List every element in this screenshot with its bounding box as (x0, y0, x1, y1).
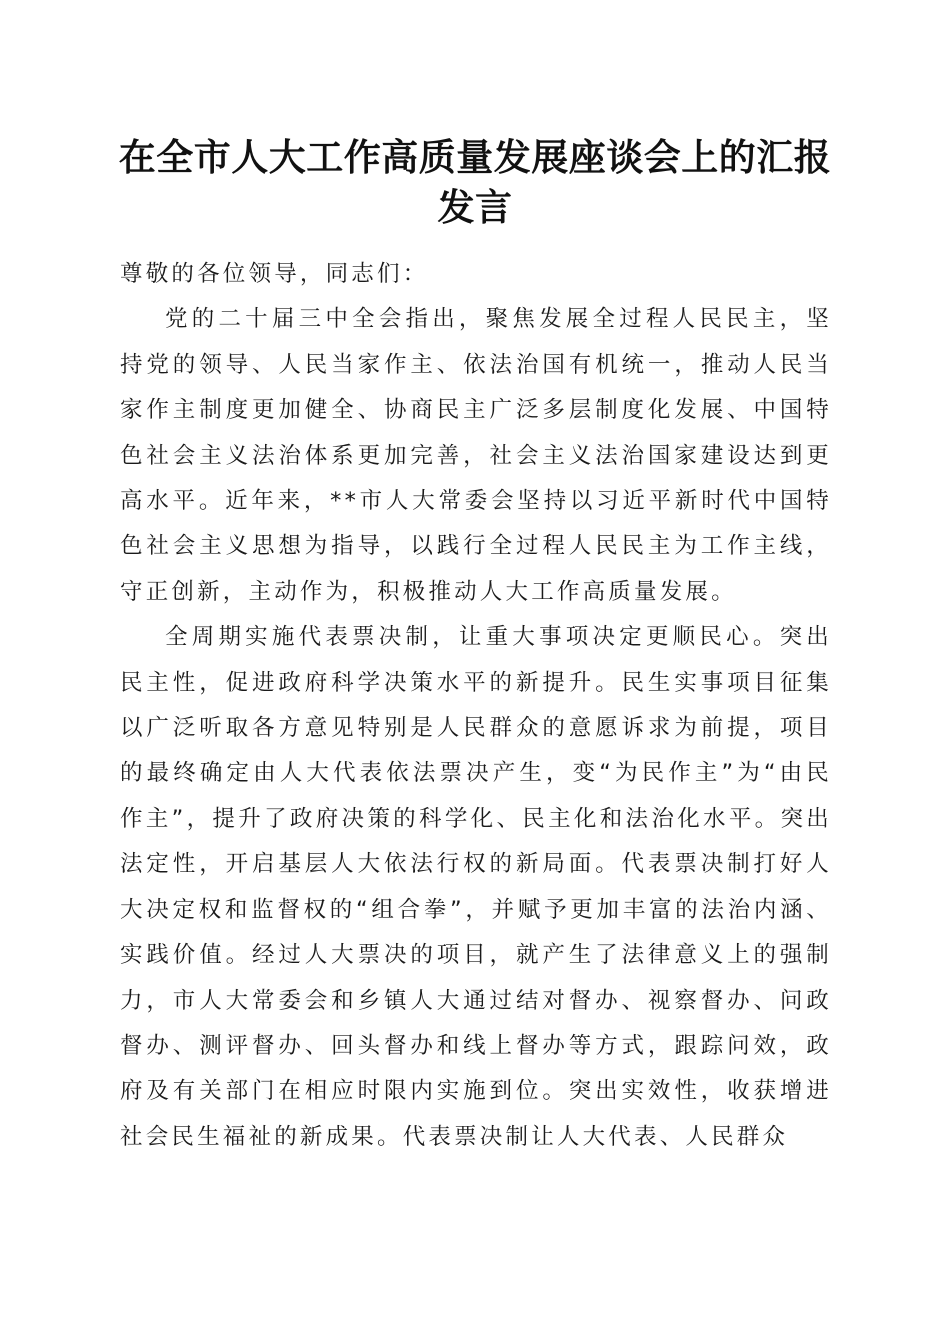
document-title: 在全市人大工作高质量发展座谈会上的汇报发言 (118, 135, 832, 229)
paragraph: 党的二十届三中全会指出，聚焦发展全过程人民民主，坚持党的领导、人民当家作主、依法治国有机统一，推动人民当家作主制度更加健全、协商民主广泛多层制度化发展、中国特色社会主义法治体系更加完善，社会主义法治国家建设达到更高水平。近年来，**市人大常委会坚持以习近平新时代中国特色社会主义思想为指导，以践行全过程人民民主为工作主线，守正创新，主动作为，积极推动人大工作高质量发展。 (120, 306, 832, 605)
paragraph: 全周期实施代表票决制，让重大事项决定更顺民心。突出民主性，促进政府科学决策水平的新提升。民生实事项目征集以广泛听取各方意见特别是人民群众的意愿诉求为前提，项目的最终确定由人大代表依法票决产生，变“为民作主”为“由民作主”，提升了政府决策的科学化、民主化和法治化水平。突出法定性，开启基层人大依法行权的新局面。代表票决制打好人大决定权和监督权的“组合拳”，并赋予更加丰富的法治内涵、实践价值。经过人大票决的项目，就产生了法律意义上的强制力，市人大常委会和乡镇人大通过结对督办、视察督办、问政督办、测评督办、回头督办和线上督办等方式，跟踪问效，政府及有关部门在相应时限内实施到位。突出实效性，收获增进社会民生福祉的新成果。代表票决制让人大代表、人民群众 (120, 624, 832, 1150)
salutation: 尊敬的各位领导，同志们： (120, 261, 429, 287)
document-body (120, 252, 832, 1160)
